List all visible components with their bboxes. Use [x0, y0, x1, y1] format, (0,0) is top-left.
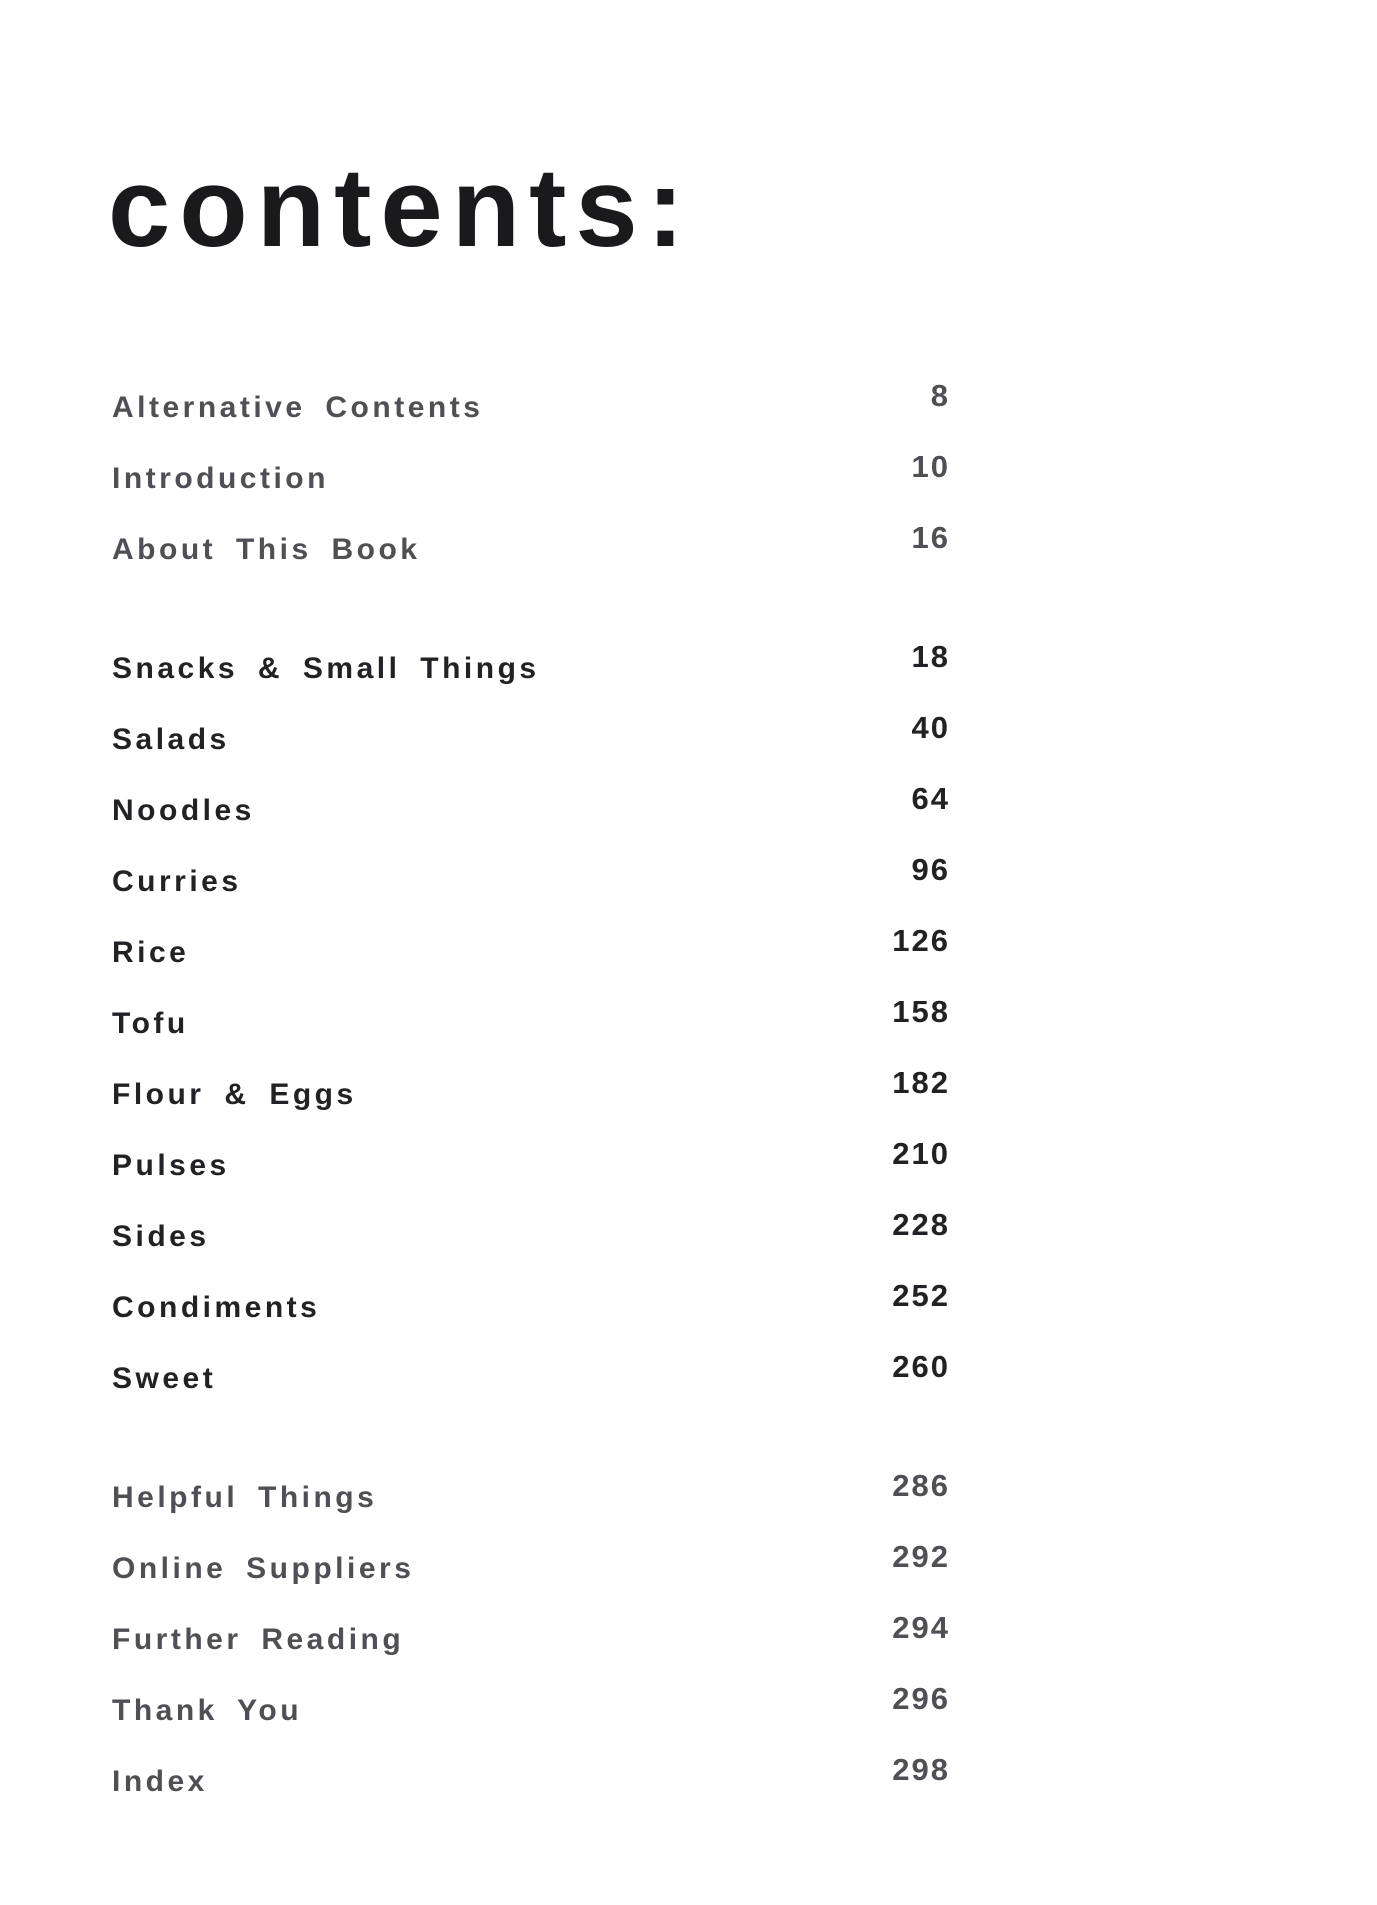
page-title: contents: — [108, 145, 693, 270]
toc-entry-label: Thank You — [112, 1693, 303, 1727]
toc-row — [112, 1533, 950, 1604]
toc-entry-label: Sides — [112, 1219, 210, 1253]
toc-section-front-matter — [112, 372, 950, 585]
toc-entry-page: 18 — [911, 638, 950, 674]
toc-entry-page: 210 — [892, 1135, 950, 1171]
toc-entry-page: 16 — [911, 519, 950, 555]
toc-entry-page: 294 — [892, 1609, 950, 1645]
toc-entry-page: 292 — [892, 1538, 950, 1574]
toc-entry-label: Snacks & Small Things — [112, 651, 540, 685]
toc-entry-page: 182 — [892, 1064, 950, 1100]
toc-entry-label: About This Book — [112, 532, 421, 566]
toc-row — [112, 1059, 950, 1130]
table-of-contents — [112, 372, 950, 1817]
toc-entry-label: Tofu — [112, 1006, 189, 1040]
toc-entry-page: 252 — [892, 1277, 950, 1313]
toc-entry-page: 8 — [930, 377, 950, 413]
toc-entry-page: 298 — [892, 1751, 950, 1787]
toc-entry-page: 10 — [911, 448, 950, 484]
toc-entry-page: 260 — [892, 1348, 950, 1384]
toc-row — [112, 704, 950, 775]
toc-entry-label: Rice — [112, 935, 190, 969]
toc-entry-page: 96 — [911, 851, 950, 887]
toc-row — [112, 917, 950, 988]
toc-row — [112, 1201, 950, 1272]
toc-row — [112, 988, 950, 1059]
toc-entry-page: 40 — [911, 709, 950, 745]
toc-entry-page: 286 — [892, 1467, 950, 1503]
toc-entry-label: Further Reading — [112, 1622, 405, 1656]
toc-entry-page: 126 — [892, 922, 950, 958]
toc-entry-label: Online Suppliers — [112, 1551, 415, 1585]
toc-row — [112, 633, 950, 704]
toc-row — [112, 1746, 950, 1817]
toc-entry-label: Index — [112, 1764, 208, 1798]
toc-entry-page: 228 — [892, 1206, 950, 1242]
toc-row — [112, 775, 950, 846]
toc-entry-label: Salads — [112, 722, 230, 756]
toc-row — [112, 1462, 950, 1533]
toc-entry-label: Noodles — [112, 793, 255, 827]
toc-row — [112, 1272, 950, 1343]
toc-entry-label: Curries — [112, 864, 242, 898]
toc-row — [112, 846, 950, 917]
toc-entry-page: 64 — [911, 780, 950, 816]
toc-entry-label: Helpful Things — [112, 1480, 378, 1514]
toc-row — [112, 514, 950, 585]
toc-section-chapters — [112, 633, 950, 1414]
toc-entry-label: Condiments — [112, 1290, 321, 1324]
toc-section-back-matter — [112, 1462, 950, 1817]
toc-row — [112, 443, 950, 514]
toc-entry-page: 158 — [892, 993, 950, 1029]
toc-row — [112, 372, 950, 443]
toc-entry-label: Introduction — [112, 461, 329, 495]
toc-entry-label: Pulses — [112, 1148, 230, 1182]
toc-row — [112, 1343, 950, 1414]
toc-entry-page: 296 — [892, 1680, 950, 1716]
toc-row — [112, 1130, 950, 1201]
toc-row — [112, 1604, 950, 1675]
toc-entry-label: Sweet — [112, 1361, 217, 1395]
toc-entry-label: Alternative Contents — [112, 390, 484, 424]
toc-entry-label: Flour & Eggs — [112, 1077, 357, 1111]
toc-row — [112, 1675, 950, 1746]
